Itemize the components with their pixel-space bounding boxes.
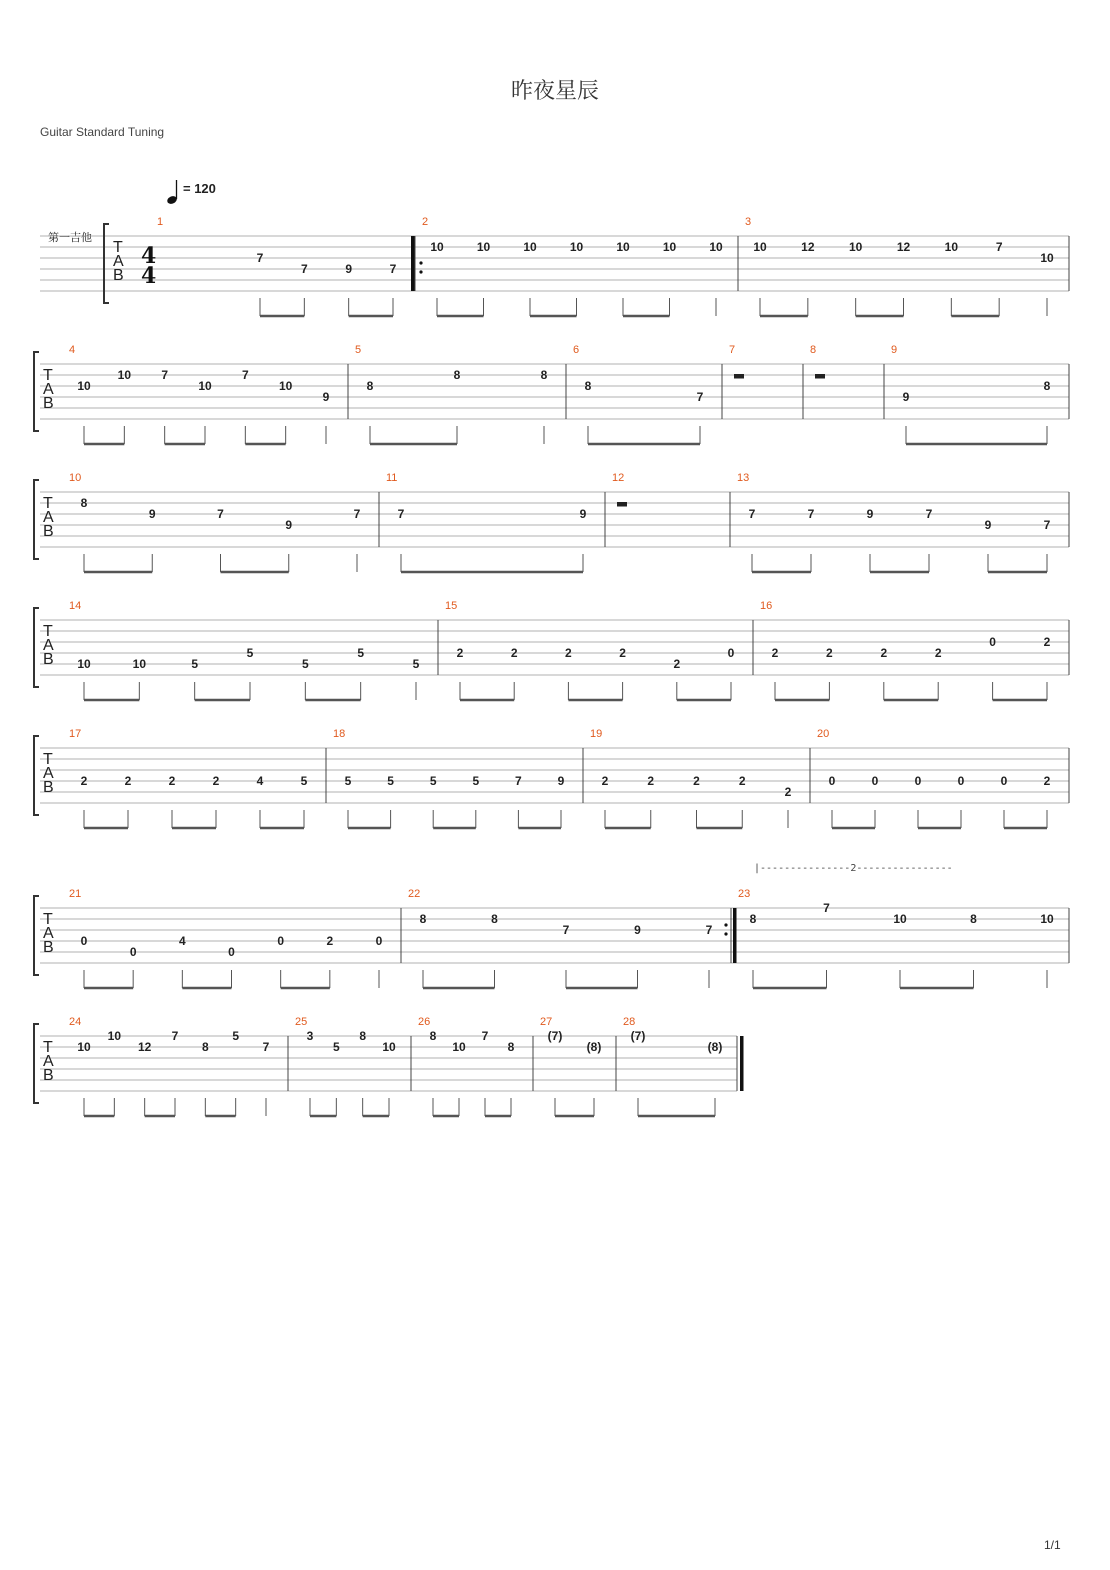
fret-number: 8 [201, 1040, 209, 1054]
fret-number: 8 [80, 496, 88, 510]
measure-number: 2 [422, 216, 429, 228]
measure-number: 27 [540, 1016, 553, 1028]
fret-number: 2 [693, 774, 700, 788]
repeat-dot [419, 261, 422, 264]
tab-clef-letter: B [43, 651, 54, 668]
fret-number: 8 [491, 912, 498, 926]
fret-number: 10 [77, 657, 91, 671]
fret-number: 10 [523, 240, 537, 254]
fret-number: 10 [753, 240, 767, 254]
measure [445, 600, 735, 700]
tab-clef-letter: A [43, 381, 54, 398]
fret-number: 10 [278, 379, 293, 393]
fret-number: 7 [262, 1040, 270, 1054]
fret-number: 7 [353, 507, 361, 521]
fret-number: 10 [944, 240, 959, 254]
fret-number: 9 [345, 262, 353, 276]
measure [810, 344, 825, 379]
measure [737, 472, 1051, 572]
fret-number: 5 [246, 646, 254, 660]
tab-clef-letter: T [43, 1039, 53, 1056]
repeat-dot [724, 932, 727, 935]
tab-clef-letter: A [43, 1053, 54, 1070]
fret-number: 5 [357, 646, 365, 660]
tab-clef-letter: T [43, 751, 53, 768]
measure-number: 1 [157, 216, 164, 228]
half-rest [734, 374, 744, 379]
measure-number: 3 [745, 216, 752, 228]
fret-number: 10 [382, 1040, 396, 1054]
fret-number: 8 [419, 912, 427, 926]
fret-number: 10 [616, 240, 630, 254]
half-rest [815, 374, 825, 379]
system-brace [34, 736, 39, 815]
measure-number: 12 [612, 472, 625, 484]
system-brace [34, 1024, 39, 1103]
staff-row [34, 472, 1069, 572]
fret-number: 10 [198, 379, 212, 393]
fret-number: 0 [277, 934, 285, 948]
system-brace [34, 352, 39, 431]
measure [573, 344, 704, 444]
system-brace [34, 608, 39, 687]
fret-number: (7) [630, 1029, 646, 1043]
fret-number: 2 [168, 774, 176, 788]
measure-number: 4 [69, 344, 76, 356]
staff-row [34, 600, 1069, 700]
fret-number: 5 [429, 774, 437, 788]
fret-number: 0 [1000, 774, 1008, 788]
fret-number: 10 [107, 1029, 122, 1043]
fret-number: 7 [925, 507, 933, 521]
measure [817, 728, 1051, 828]
fret-number: 2 [565, 646, 572, 660]
fret-number: 9 [285, 518, 293, 532]
fret-number: 10 [77, 1040, 91, 1054]
fret-number: 4 [178, 934, 186, 948]
fret-number: 7 [807, 507, 815, 521]
measure [729, 344, 744, 379]
tab-clef-letter: B [43, 395, 54, 412]
fret-number: 2 [456, 646, 464, 660]
measure [69, 728, 308, 828]
tab-clef-letter: T [43, 495, 53, 512]
tab-clef-letter: A [43, 765, 54, 782]
fret-number: 12 [896, 240, 911, 254]
measure [69, 600, 420, 700]
measure-number: 20 [817, 728, 830, 740]
fret-number: 9 [322, 390, 330, 404]
fret-number: 7 [171, 1029, 179, 1043]
fret-number: 9 [148, 507, 156, 521]
measure-number: 21 [69, 888, 82, 900]
final-bar-line [740, 1036, 744, 1091]
fret-number: 8 [749, 912, 757, 926]
tab-clef-letter: B [43, 939, 54, 956]
measure-number: 16 [760, 600, 773, 612]
measure [540, 1016, 601, 1116]
fret-number: 10 [132, 657, 147, 671]
fret-number: 10 [77, 379, 91, 393]
fret-number: 2 [771, 646, 779, 660]
fret-number: 7 [389, 262, 397, 276]
measure [295, 1016, 396, 1116]
tab-clef-letter: T [113, 239, 123, 256]
repeat-end-bar [733, 908, 737, 963]
fret-number: 0 [80, 934, 88, 948]
fret-number: 9 [579, 507, 587, 521]
fret-number: 8 [540, 368, 548, 382]
fret-number: 2 [826, 646, 833, 660]
fret-number: 7 [241, 368, 249, 382]
fret-number: 7 [705, 923, 713, 937]
fret-number: 5 [387, 774, 394, 788]
fret-number: 2 [647, 774, 655, 788]
measure-number: 14 [69, 600, 82, 612]
fret-number: 9 [634, 923, 641, 937]
second-ending-label: |---------------2---------------- [754, 863, 953, 874]
fret-number: 7 [256, 251, 264, 265]
tab-clef-letter: B [43, 779, 54, 796]
fret-number: 2 [212, 774, 220, 788]
tab-clef-letter: A [43, 637, 54, 654]
fret-number: 12 [801, 240, 815, 254]
fret-number: 7 [300, 262, 308, 276]
staff-row [34, 728, 1069, 828]
measure-number: 19 [590, 728, 603, 740]
fret-number: 10 [662, 240, 677, 254]
measure-number: 5 [355, 344, 362, 356]
measure-number: 13 [737, 472, 750, 484]
measure-number: 17 [69, 728, 82, 740]
tab-clef-letter: T [43, 623, 53, 640]
fret-number: 7 [748, 507, 756, 521]
fret-number: 7 [397, 507, 405, 521]
fret-number: 10 [430, 240, 444, 254]
fret-number: 10 [476, 240, 491, 254]
measure-number: 26 [418, 1016, 431, 1028]
fret-number: 3 [306, 1029, 314, 1043]
fret-number: 10 [452, 1040, 466, 1054]
fret-number: 0 [375, 934, 383, 948]
measure [738, 888, 1054, 988]
measure-number: 25 [295, 1016, 308, 1028]
tab-clef-letter: A [43, 925, 54, 942]
measure [422, 216, 723, 316]
measure-number: 23 [738, 888, 751, 900]
tab-clef-letter: T [43, 367, 53, 384]
tab-clef-letter: B [113, 267, 124, 284]
track-name: 第一吉他 [48, 231, 92, 244]
fret-number: 5 [232, 1029, 240, 1043]
fret-number: 10 [1040, 912, 1054, 926]
fret-number: 7 [1043, 518, 1051, 532]
fret-number: 0 [129, 945, 137, 959]
measure-number: 10 [69, 472, 82, 484]
tempo-value: = 120 [183, 181, 216, 196]
fret-number: 8 [429, 1029, 437, 1043]
measure [69, 344, 330, 444]
fret-number: 2 [510, 646, 518, 660]
tab-clef-letter: A [113, 253, 124, 270]
fret-number: 7 [515, 774, 522, 788]
repeat-start-bar [411, 236, 415, 291]
tab-clef-letter: B [43, 523, 54, 540]
fret-number: (7) [547, 1029, 563, 1043]
fret-number: 7 [217, 507, 224, 521]
fret-number: 10 [848, 240, 863, 254]
fret-number: 9 [557, 774, 565, 788]
tab-clef-letter: B [43, 1067, 54, 1084]
fret-number: 2 [80, 774, 88, 788]
fret-number: 0 [727, 646, 735, 660]
fret-number: 0 [989, 635, 996, 649]
fret-number: 2 [124, 774, 132, 788]
fret-number: 9 [866, 507, 874, 521]
tempo-marking [166, 180, 216, 205]
measure [418, 1016, 515, 1116]
fret-number: 10 [709, 240, 723, 254]
fret-number: 7 [161, 368, 169, 382]
repeat-dot [419, 270, 422, 273]
fret-number: 2 [880, 646, 888, 660]
system-brace [34, 896, 39, 975]
fret-number: 2 [934, 646, 942, 660]
measure [69, 1016, 270, 1116]
fret-number: 7 [696, 390, 704, 404]
fret-number: 10 [893, 912, 907, 926]
measure [69, 472, 361, 572]
song-title: 昨夜星辰 [510, 79, 599, 104]
tab-clef-letter: T [43, 911, 53, 928]
staff-row [34, 1016, 744, 1116]
fret-number: 8 [359, 1029, 367, 1043]
tuning-label: Guitar Standard Tuning [40, 125, 165, 139]
system-brace [34, 480, 39, 559]
fret-number: 5 [412, 657, 420, 671]
staff-row [34, 344, 1069, 444]
time-signature-top: 4 [141, 243, 157, 269]
measure [623, 1016, 722, 1116]
fret-number: 8 [366, 379, 374, 393]
measure [590, 728, 792, 828]
repeat-dot [724, 923, 727, 926]
fret-number: 5 [300, 774, 308, 788]
fret-number: 2 [1043, 635, 1051, 649]
fret-number: (8) [707, 1040, 723, 1054]
fret-number: 2 [738, 774, 746, 788]
measure-number: 24 [69, 1016, 82, 1028]
measure-number: 6 [573, 344, 580, 356]
page-number: 1/1 [1044, 1538, 1061, 1552]
fret-number: 2 [673, 657, 681, 671]
fret-number: 2 [326, 934, 334, 948]
measure [386, 472, 587, 572]
fret-number: 8 [507, 1040, 515, 1054]
time-signature-bottom: 4 [141, 263, 157, 289]
measure-number: 11 [386, 472, 398, 484]
fret-number: 10 [569, 240, 584, 254]
fret-number: 7 [823, 901, 830, 915]
measure-number: 9 [891, 344, 898, 356]
measure [891, 344, 1051, 444]
fret-number: 0 [228, 945, 235, 959]
measure [408, 888, 713, 988]
fret-number: 12 [137, 1040, 152, 1054]
fret-number: 7 [562, 923, 570, 937]
measure [333, 728, 565, 828]
staff-row [40, 216, 1069, 316]
fret-number: 5 [344, 774, 352, 788]
fret-number: 2 [1043, 774, 1051, 788]
tab-clef-letter: A [43, 509, 54, 526]
measure-number: 7 [729, 344, 736, 356]
fret-number: 2 [619, 646, 626, 660]
fret-number: 10 [117, 368, 132, 382]
fret-number: 4 [256, 774, 264, 788]
fret-number: 0 [914, 774, 922, 788]
measure [157, 216, 397, 316]
measure-number: 15 [445, 600, 458, 612]
fret-number: 8 [453, 368, 461, 382]
fret-number: 7 [481, 1029, 489, 1043]
measure [760, 600, 1051, 700]
measure [355, 344, 548, 444]
fret-number: 9 [984, 518, 992, 532]
fret-number: 8 [970, 912, 977, 926]
fret-number: 9 [902, 390, 910, 404]
measure-number: 22 [408, 888, 421, 900]
measure [69, 888, 383, 988]
measure [612, 472, 627, 507]
fret-number: 5 [472, 774, 480, 788]
fret-number: (8) [586, 1040, 602, 1054]
fret-number: 5 [332, 1040, 340, 1054]
fret-number: 2 [601, 774, 609, 788]
measure-number: 18 [333, 728, 346, 740]
fret-number: 8 [1043, 379, 1051, 393]
fret-number: 0 [871, 774, 879, 788]
measure [745, 216, 1054, 316]
fret-number: 0 [828, 774, 836, 788]
fret-number: 7 [995, 240, 1003, 254]
fret-number: 5 [191, 657, 199, 671]
measure-number: 28 [623, 1016, 636, 1028]
measure-number: 8 [810, 344, 817, 356]
fret-number: 8 [584, 379, 592, 393]
fret-number: 2 [784, 785, 792, 799]
half-rest [617, 502, 627, 507]
fret-number: 5 [301, 657, 309, 671]
fret-number: 0 [957, 774, 965, 788]
staff-row [34, 888, 1069, 988]
fret-number: 10 [1040, 251, 1054, 265]
